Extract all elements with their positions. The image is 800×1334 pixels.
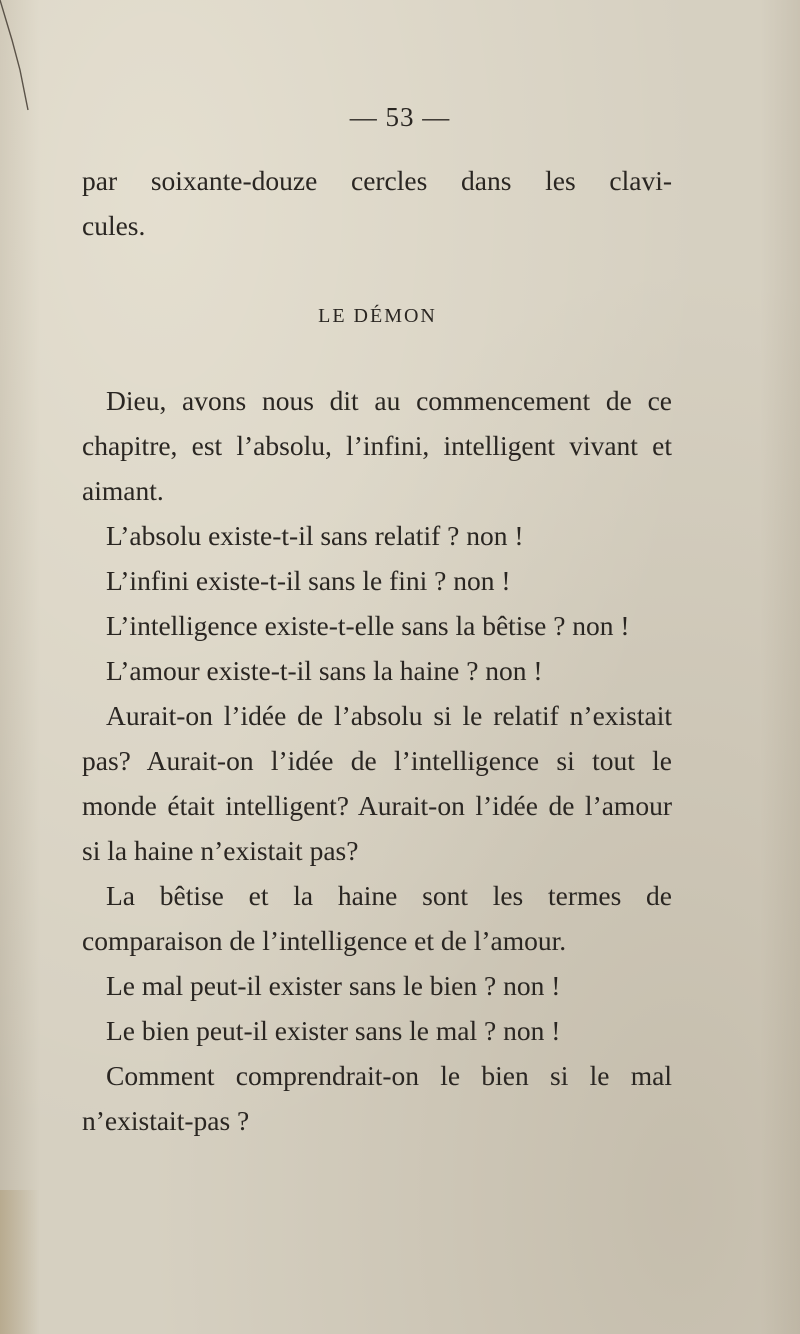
section-heading: LE DÉMON <box>318 305 437 327</box>
paragraph-8: Le mal peut-il exister sans le bien ? non ! <box>106 970 561 1001</box>
intro-paragraph <box>82 158 672 248</box>
paragraph-7: La bêtise et la haine sont les termes de comparaison de l’intelligence et de l’amour. <box>82 880 672 956</box>
paragraph-2: L’absolu existe-t-il sans relatif ? non ! <box>106 520 524 551</box>
paragraph-3: L’infini existe-t-il sans le fini ? non ! <box>106 565 511 596</box>
paragraph-6: Aurait-on l’idée de l’absolu si le relatif n’existait pas? Aurait-on l’idée de l’intelligence si tout le monde était intelligent? Aurait-on l’idée de l’amour si la haine n’existait pas? <box>82 700 672 866</box>
intro-line-2: cules. <box>82 210 146 241</box>
section-body <box>82 378 672 1143</box>
paragraph-5: L’amour existe-t-il sans la haine ? non ! <box>106 655 543 686</box>
page-number: — 53 — <box>349 102 451 132</box>
edge-stain <box>0 1190 40 1334</box>
intro-line-1: par soixante-douze cercles dans les clavi- <box>82 165 672 196</box>
paragraph-9: Le bien peut-il exister sans le mal ? non ! <box>106 1015 561 1046</box>
paragraph-4: L’intelligence existe-t-elle sans la bêtise ? non ! <box>106 610 630 641</box>
paragraph-1: Dieu, avons nous dit au commencement de ce chapitre, est l’absolu, l’infini, intelligent vivant et aimant. <box>82 385 672 506</box>
paragraph-10: Comment comprendrait-on le bien si le mal n’existait-pas ? <box>82 1060 672 1136</box>
